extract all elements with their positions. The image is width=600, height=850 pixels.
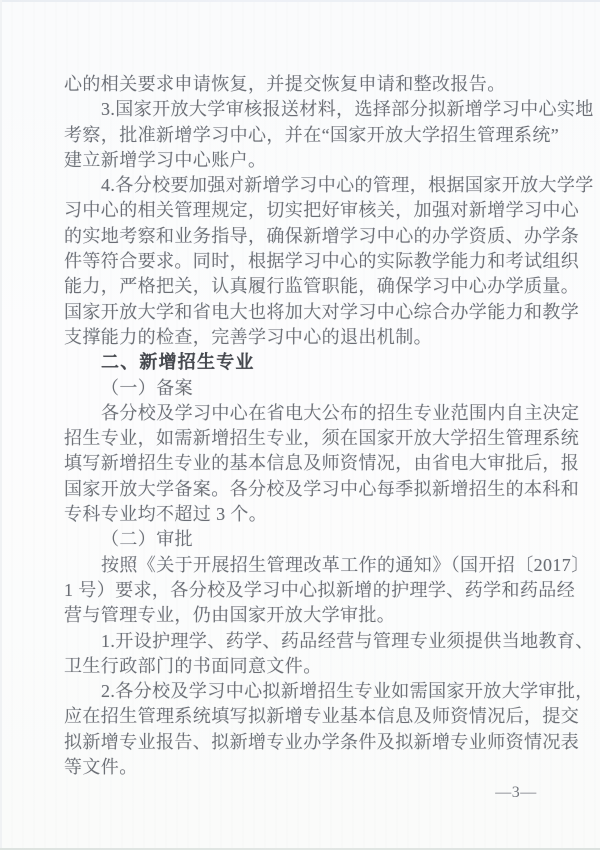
paragraph-line: 2.各分校及学习中心拟新增招生专业如需国家开放大学审批， xyxy=(101,681,594,702)
paragraph-line: 拟新增专业报告、拟新增专业办学条件及拟新增专业师资情况表 xyxy=(64,731,580,752)
paragraph-line: 等文件。 xyxy=(64,757,138,778)
paragraph-line: 专科专业均不超过 3 个。 xyxy=(64,504,268,525)
paragraph-line: 应在招生管理系统填写拟新增专业基本信息及师资情况后，提交 xyxy=(64,706,580,727)
paragraph-line: 填写新增招生专业的基本信息及师资情况，由省电大审批后，报 xyxy=(64,453,580,474)
scan-edge-artifact-left xyxy=(0,0,2,850)
paragraph-line: 3.国家开放大学审核报送材料，选择部分拟新增学习中心实地 xyxy=(101,99,594,120)
paragraph-line: 卫生行政部门的书面同意文件。 xyxy=(64,655,322,676)
subsection-heading: （一）备案 xyxy=(101,377,193,398)
paragraph-line: 能力，严格把关，认真履行监管职能，确保学习中心办学质量。 xyxy=(64,276,580,297)
paragraph-line: 1.开设护理学、药学、药品经营与管理专业须提供当地教育、 xyxy=(101,630,594,651)
paragraph-line: 习中心的相关管理规定，切实把好审核关，加强对新增学习中心 xyxy=(64,200,580,221)
paragraph-line: 国家开放大学备案。各分校及学习中心每季拟新增招生的本科和 xyxy=(64,478,580,499)
paragraph-line: 建立新增学习中心账户。 xyxy=(64,149,267,170)
text-content xyxy=(64,72,594,780)
paragraph-line: 心的相关要求申请恢复，并提交恢复申请和整改报告。 xyxy=(64,74,506,94)
paragraph-line: 支撑能力的检查，完善学习中心的退出机制。 xyxy=(64,326,432,347)
subsection-heading: （二）审批 xyxy=(101,529,193,550)
paragraph-line: 招生专业，如需新增招生专业，须在国家开放大学招生管理系统 xyxy=(64,428,580,449)
paragraph-line: 营与管理专业，仍由国家开放大学审批。 xyxy=(64,605,396,626)
paragraph-line: 1 号）要求，各分校及学习中心拟新增的护理学、药学和药品经 xyxy=(64,579,576,600)
paragraph-line: 的实地考察和业务指导，确保新增学习中心的办学资质、办学条 xyxy=(64,225,580,246)
paragraph-line: 件等符合要求。同时，根据学习中心的实际教学能力和考试组织 xyxy=(64,251,580,272)
scan-edge-artifact-top xyxy=(0,0,600,2)
paragraph-line: 考察，批准新增学习中心，并在“国家开放大学招生管理系统” xyxy=(64,124,560,145)
paragraph-line: 各分校及学习中心在省电大公布的招生专业范围内自主决定 xyxy=(101,402,580,423)
paragraph-line: 国家开放大学和省电大也将加大对学习中心综合办学能力和教学 xyxy=(64,301,580,322)
paragraph-line: 4.各分校要加强对新增学习中心的管理，根据国家开放大学学 xyxy=(101,175,594,196)
section-heading: 二、新增招生专业 xyxy=(101,352,255,373)
page-number: —3— xyxy=(495,784,537,801)
paragraph-line: 按照《关于开展招生管理改革工作的通知》（国开招〔2017〕 xyxy=(101,554,590,575)
